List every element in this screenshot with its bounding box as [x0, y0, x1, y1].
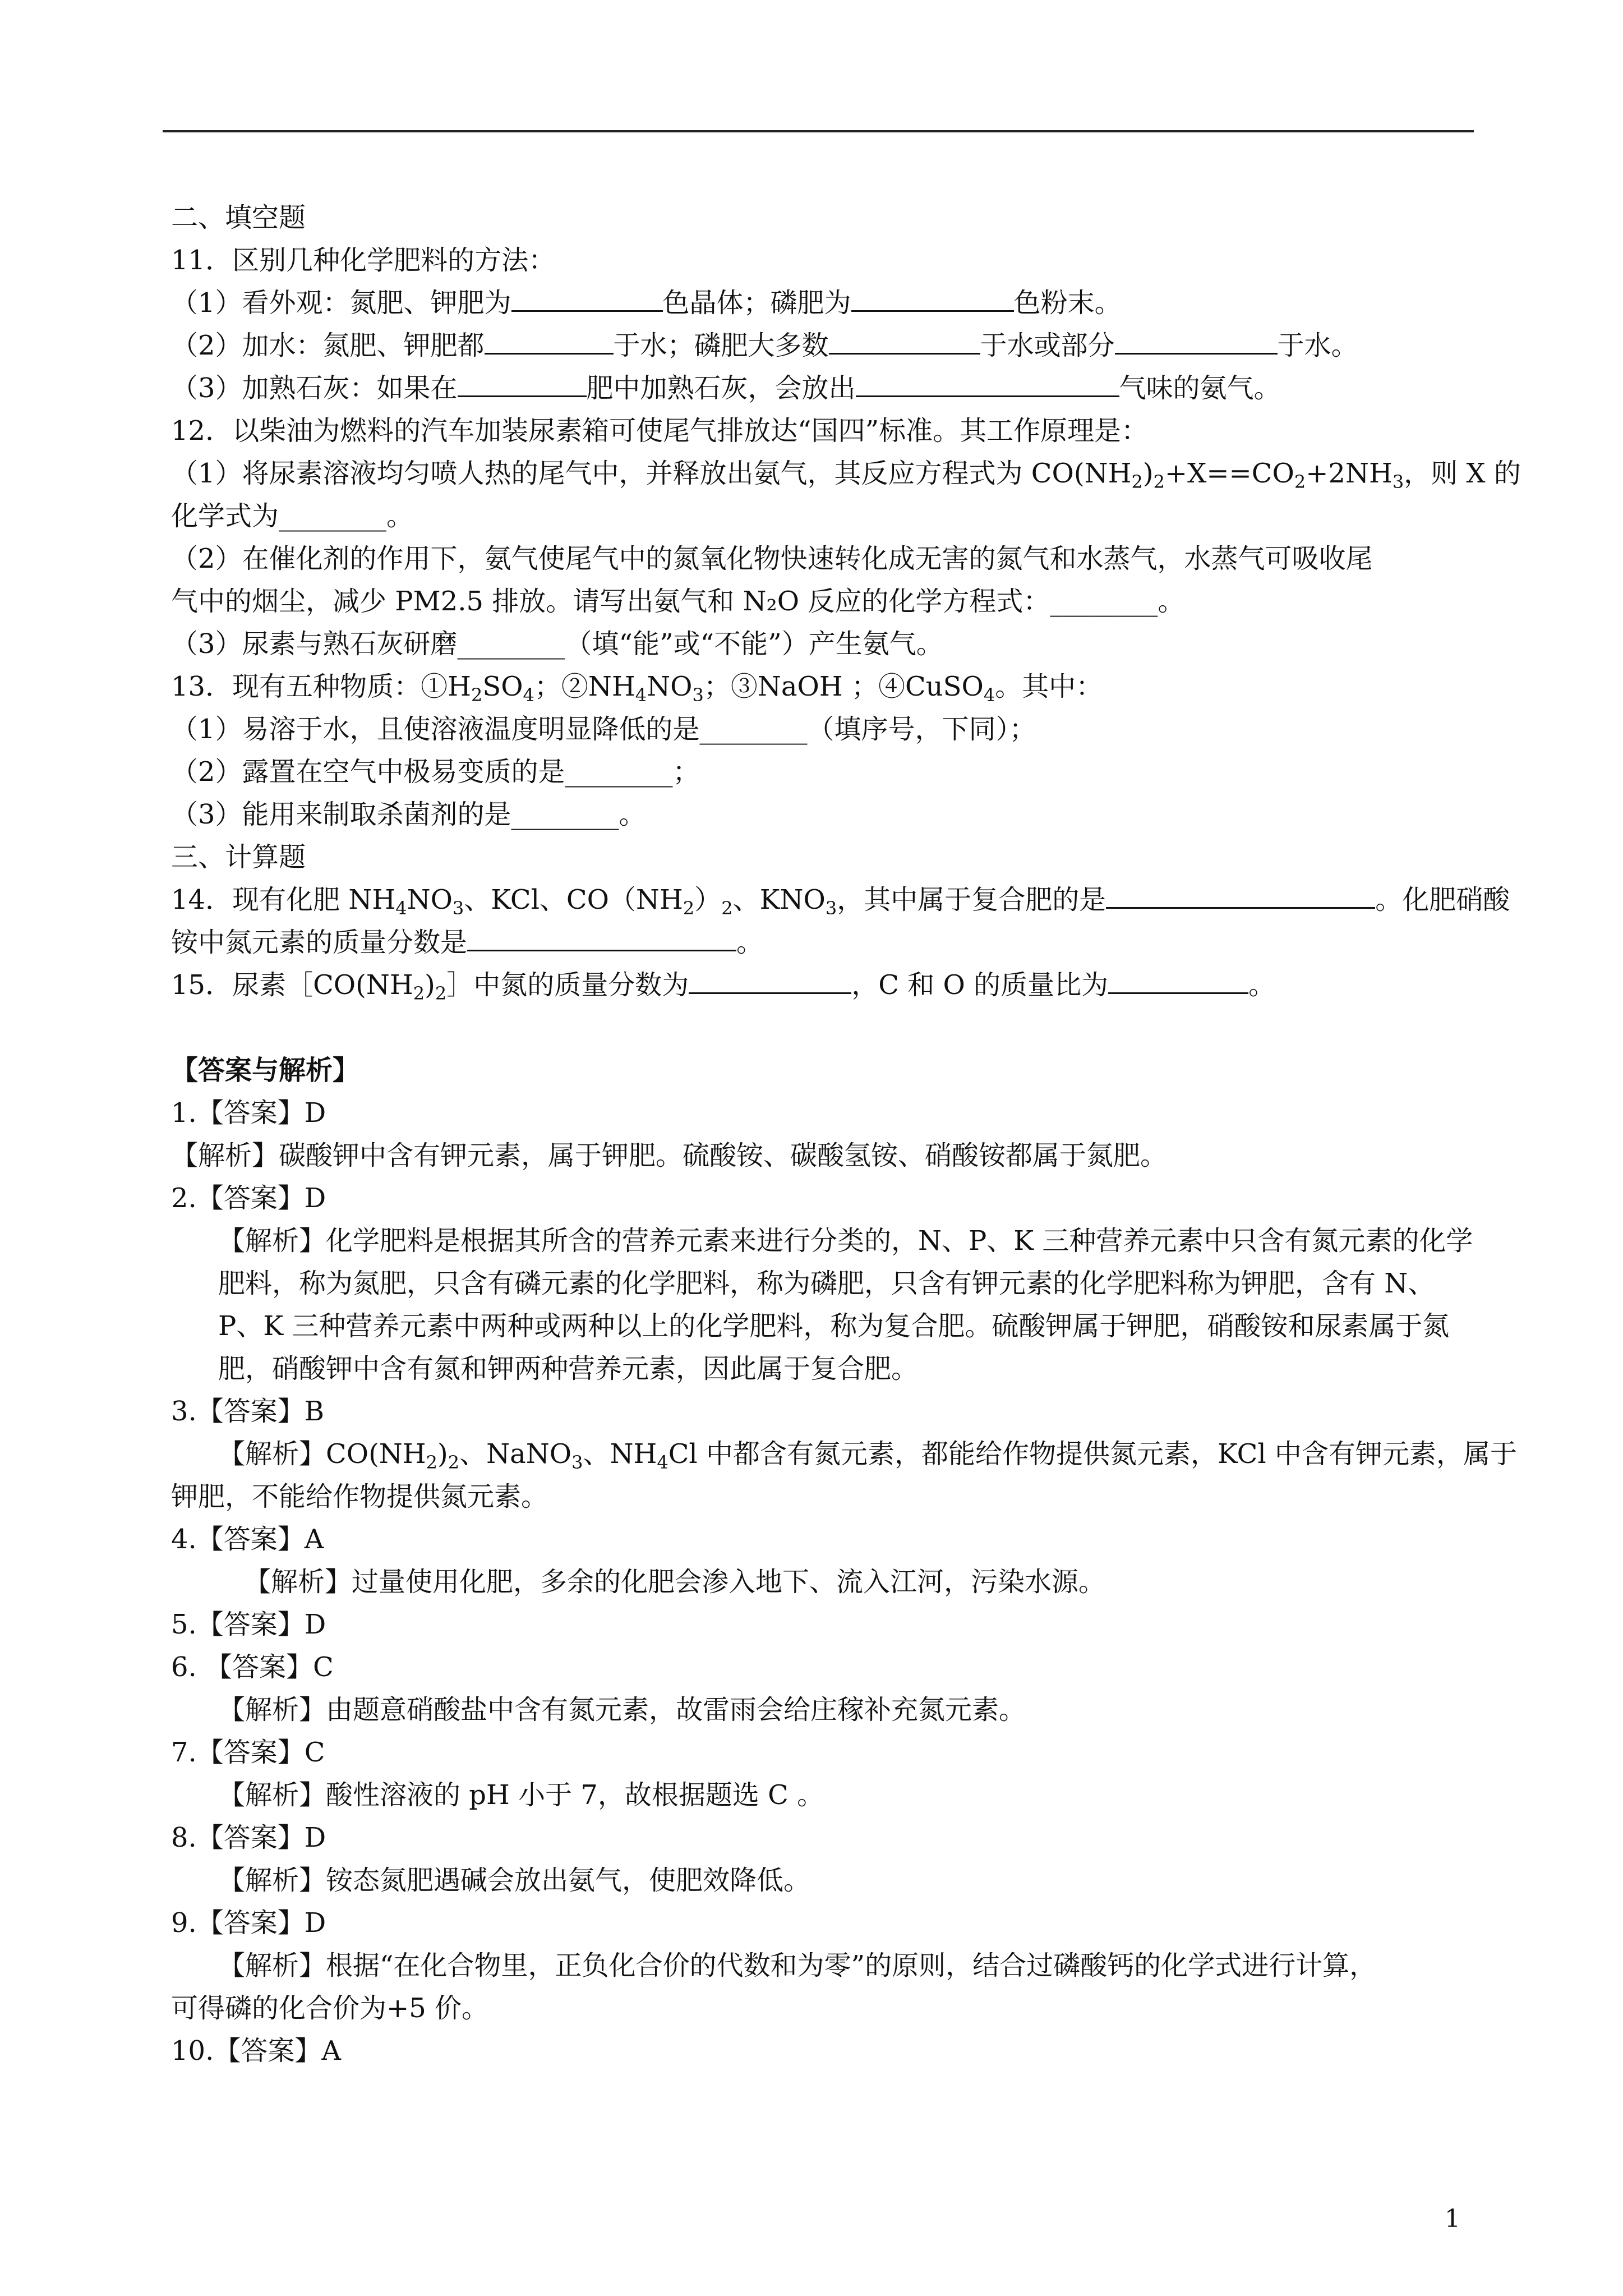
q12-line-3: （3）尿素与熟石灰研磨________（填“能”或“不能”）产生氨气。	[171, 628, 943, 660]
question-15: 15．尿素$[CO(NH_2)_2]$中氮的质量分数为 ，C 和 O 的质量比为 。	[171, 969, 1276, 1004]
explanation-4: 【解析】过量使用化肥，多余的化肥会渗入地下、流入江河，污染水源。	[244, 1566, 1106, 1598]
answer-4: 4.【答案】A	[171, 1524, 324, 1555]
q12-line-1: （1）将尿素溶液均匀喷人热的尾气中，并释放出氨气，其反应方程式为 $CO(NH_2)_2+X==CO_2+2NH_3$，则 X 的	[171, 458, 1521, 493]
page-number: 1	[1445, 2205, 1460, 2233]
blank	[689, 971, 851, 994]
answer-10: 10.【答案】A	[171, 2035, 342, 2067]
section-heading: 二、填空题	[171, 202, 306, 233]
blank	[467, 928, 736, 951]
section-heading: 三、计算题	[171, 841, 306, 873]
q12-line-1-cont: 化学式为________。	[171, 500, 414, 532]
blank	[1108, 971, 1248, 994]
explanation-9: 【解析】根据“在化合物里，正负化合价的代数和为零”的原则，结合过磷酸钙的化学式进行计算，	[218, 1950, 1377, 1981]
explanation-6: 【解析】由题意硝酸盐中含有氮元素，故雷雨会给庄稼补充氮元素。	[218, 1694, 1026, 1726]
question-11-title: 11．区别几种化学肥料的方法：	[171, 245, 556, 276]
answer-8: 8.【答案】D	[171, 1822, 326, 1853]
answer-1: 1.【答案】D	[171, 1097, 326, 1129]
explanation-2: 【解析】化学肥料是根据其所含的营养元素来进行分类的，N、P、K 三种营养元素中只含有氮元素的化学肥料，称为氮肥，只含有磷元素的化学肥料，称为磷肥，只含有钾元素的化学肥料称为钾肥，含有 N、P、K 三种营养元素中两种或两种以上的化学肥料，称为复合肥。硫酸钾属于钾肥，硝酸铵和尿素属于氮肥，硝酸钾中含有氮和钾两种营养元素，因此属于复合肥。	[218, 1225, 1473, 1384]
q13-line-1: （1）易溶于水，且使溶液温度明显降低的是________（填序号，下同）；	[171, 714, 1036, 745]
q13-line-3: （3）能用来制取杀菌剂的是________。	[171, 799, 646, 830]
question-14-cont: 铵中氮元素的质量分数是 。	[171, 927, 764, 958]
q11-line-3: （3）加熟石灰：如果在 肥中加熟石灰，会放出 气味的氨气。	[171, 372, 1281, 404]
document-body	[171, 196, 1521, 2072]
blank	[1115, 332, 1278, 355]
explanation-1: 【解析】碳酸钾中含有钾元素，属于钾肥。硫酸铵、碳酸氢铵、硝酸铵都属于氮肥。	[171, 1140, 1168, 1171]
blank	[485, 332, 614, 355]
answer-2: 2.【答案】D	[171, 1182, 326, 1214]
header-rule	[163, 130, 1474, 132]
explanation-8: 【解析】铵态氮肥遇碱会放出氨气，使肥效降低。	[218, 1865, 811, 1896]
q11-line-1: （1）看外观：氮肥、钾肥为 色晶体；磷肥为 色粉末。	[171, 287, 1122, 319]
blank	[851, 289, 1014, 312]
answers-heading: 【答案与解析】	[171, 1055, 360, 1086]
explanation-3: 【解析】$CO(NH_2)_2$、NaNO$_3$、$NH_4Cl$ 中都含有氮元素，都能给作物提供氮元素，KCl 中含有钾元素，属于	[218, 1438, 1517, 1473]
explanation-9-cont: 可得磷的化合价为+5 价。	[171, 1993, 489, 2024]
answer-5: 5.【答案】D	[171, 1609, 326, 1640]
blank	[458, 374, 587, 397]
answer-9: 9.【答案】D	[171, 1907, 326, 1939]
blank	[856, 374, 1119, 397]
q12-line-2: （2）在催化剂的作用下，氨气使尾气中的氮氧化物快速转化成无害的氮气和水蒸气，水蒸气可吸收尾	[171, 543, 1373, 574]
blank	[511, 289, 663, 312]
q12-line-2-cont: 气中的烟尘，减少 PM2.5 排放。请写出氨气和 N₂O 反应的化学方程式：________。	[171, 586, 1185, 617]
blank	[829, 332, 980, 355]
explanation-7: 【解析】酸性溶液的 pH 小于 7，故根据题选 C 。	[218, 1779, 824, 1811]
question-14: 14．现有化肥 $NH_4NO_3$、KCl、$CO(NH_2)_2$、$KNO_3$，其中属于复合肥的是 。化肥硝酸	[171, 884, 1510, 919]
answer-3: 3.【答案】B	[171, 1396, 325, 1427]
q13-line-2: （2）露置在空气中极易变质的是________；	[171, 756, 700, 788]
blank	[1106, 886, 1375, 909]
question-12-title: 12．以柴油为燃料的汽车加装尿素箱可使尾气排放达“国四”标准。其工作原理是：	[171, 415, 1149, 447]
answer-7: 7.【答案】C	[171, 1737, 325, 1768]
q11-line-2: （2）加水：氮肥、钾肥都 于水；磷肥大多数 于水或部分 于水。	[171, 330, 1358, 361]
answer-6: 6. 【答案】C	[171, 1651, 334, 1683]
explanation-3-cont: 钾肥，不能给作物提供氮元素。	[171, 1481, 548, 1512]
question-13-title: 13．现有五种物质：$①H_2SO_4$；$②NH_4NO_3$；③NaOH ；④CuSO$_4$。其中：	[171, 671, 1103, 706]
